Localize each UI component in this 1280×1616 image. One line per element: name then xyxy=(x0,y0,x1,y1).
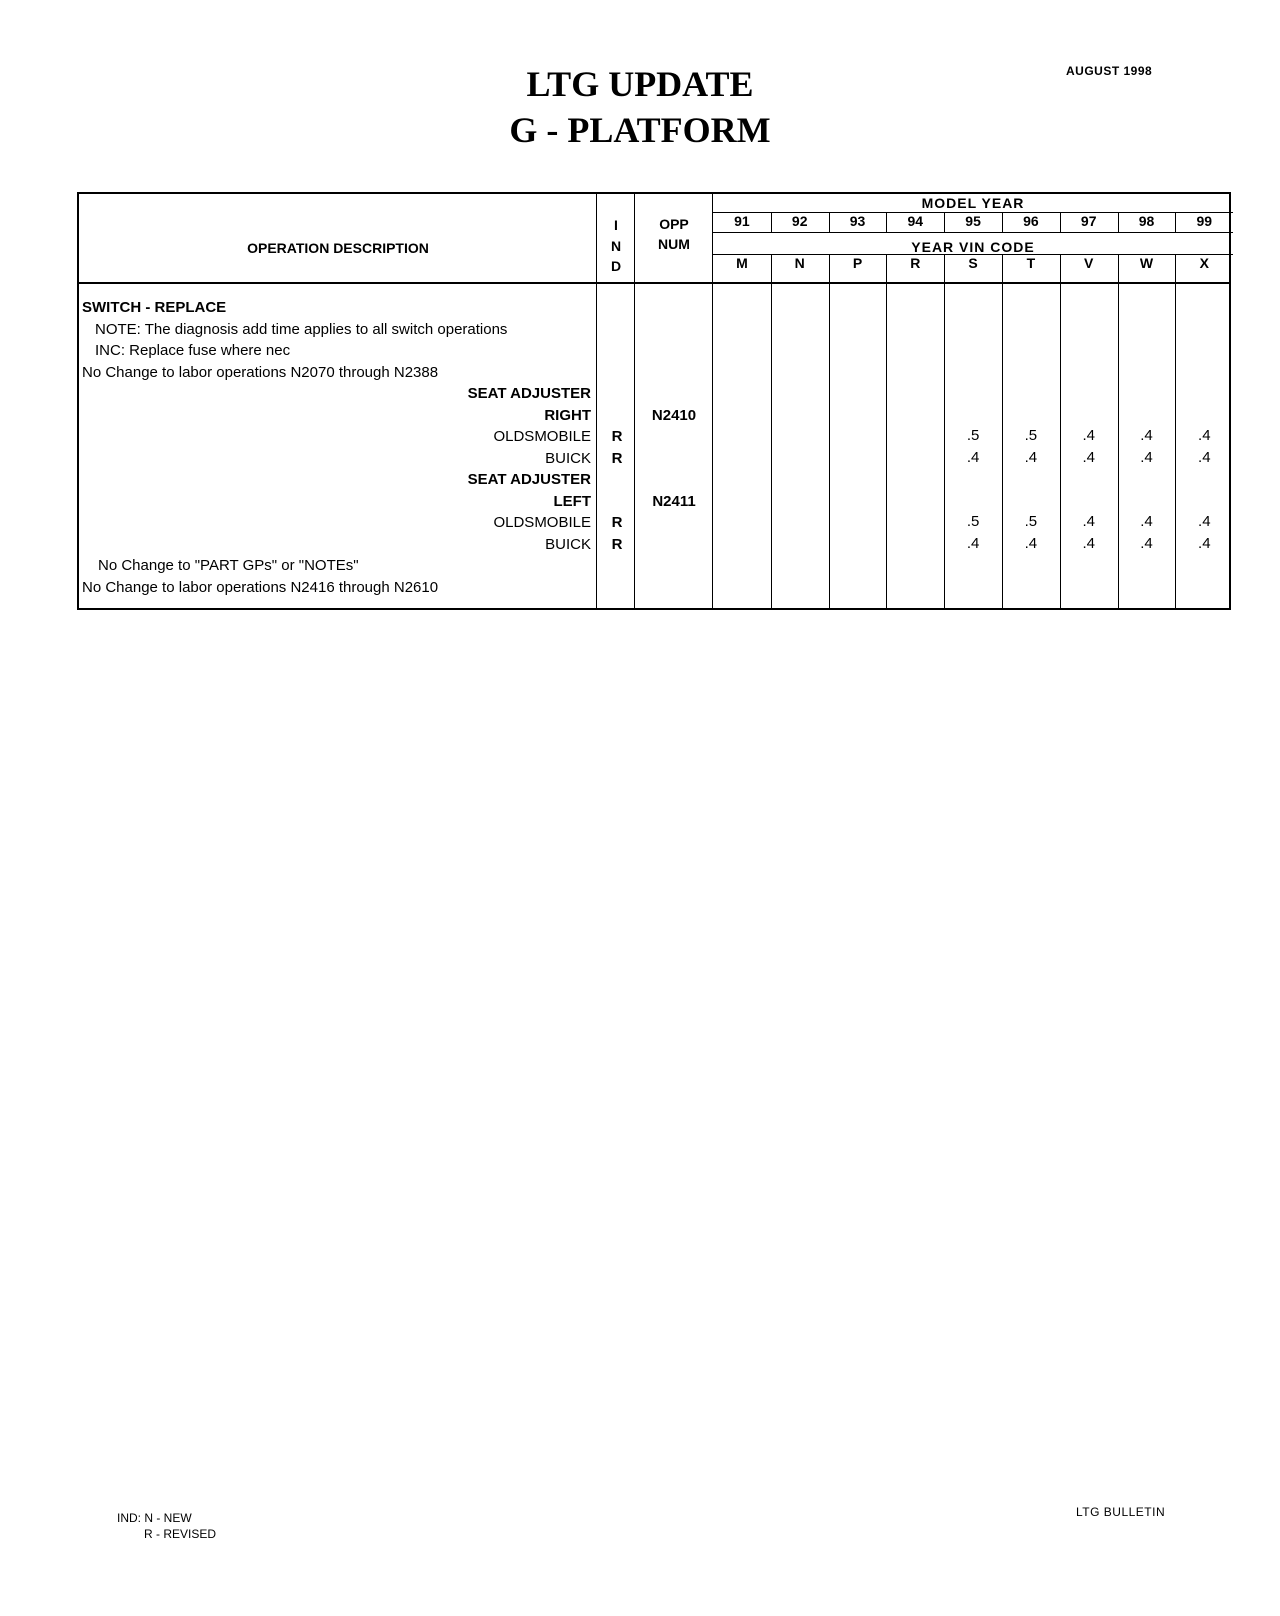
col-header-ind-2: N xyxy=(610,238,622,254)
vin-code-cell: V xyxy=(1084,255,1094,271)
col-header-opp: OPP xyxy=(659,216,689,232)
bulletin-label: LTG BULLETIN xyxy=(1076,1505,1166,1519)
opp-number: N2410 xyxy=(651,406,697,424)
model-year-cell: 94 xyxy=(907,213,924,229)
header-separator xyxy=(79,282,1229,284)
col-header-operation: OPERATION DESCRIPTION xyxy=(247,240,429,256)
operation-row-text: OLDSMOBILE xyxy=(493,428,591,445)
vin-code-cell: W xyxy=(1139,255,1154,271)
year-header-line-2 xyxy=(712,232,1233,233)
operation-row-text: BUICK xyxy=(545,449,591,467)
labor-time-value: .4 xyxy=(1082,427,1095,444)
model-year-cell: 91 xyxy=(734,213,750,229)
labor-time-value: .4 xyxy=(1024,534,1038,552)
model-year-cell: 99 xyxy=(1196,213,1213,229)
operation-row-text: SEAT ADJUSTER xyxy=(467,471,591,488)
operation-row-text: RIGHT xyxy=(544,406,591,424)
page-title: LTG UPDATE xyxy=(526,64,754,104)
ind-value: R xyxy=(611,428,623,445)
model-year-cell: 93 xyxy=(849,213,866,229)
operation-row-text: SWITCH - REPLACE xyxy=(82,299,227,316)
labor-time-value: .4 xyxy=(966,448,980,466)
year-col-divider-body xyxy=(886,254,887,608)
labor-time-value: .4 xyxy=(1140,513,1153,530)
col-divider-ind xyxy=(596,194,597,608)
operation-row-text: LEFT xyxy=(553,492,591,510)
vin-code-cell: R xyxy=(910,255,921,271)
ind-legend xyxy=(117,1510,216,1542)
labor-time-value: .4 xyxy=(966,534,980,552)
col-divider-opp xyxy=(634,194,635,608)
year-col-divider-body xyxy=(829,254,830,608)
labor-time-value: .4 xyxy=(1198,534,1211,552)
labor-time-value: .4 xyxy=(1140,427,1153,444)
year-vin-code-label: YEAR VIN CODE xyxy=(911,239,1035,255)
operation-row-text: OLDSMOBILE xyxy=(493,514,591,531)
col-header-num: NUM xyxy=(658,236,690,252)
labor-time-value: .4 xyxy=(1198,427,1211,444)
labor-time-value: .5 xyxy=(966,513,980,530)
opp-number: N2411 xyxy=(652,492,696,510)
labor-time-value: .5 xyxy=(966,427,980,444)
model-year-label: MODEL YEAR xyxy=(921,195,1025,211)
page-subtitle: G - PLATFORM xyxy=(509,110,771,150)
labor-time-value: .4 xyxy=(1082,534,1095,552)
operation-row-text: No Change to "PART GPs" or "NOTEs" xyxy=(98,557,359,574)
labor-time-value: .4 xyxy=(1024,448,1038,466)
labor-time-value: .5 xyxy=(1024,427,1038,444)
labor-time-value: .5 xyxy=(1024,513,1038,530)
labor-time-value: .4 xyxy=(1140,448,1153,466)
ind-value: R xyxy=(611,514,623,531)
labor-time-value: .4 xyxy=(1198,448,1211,466)
vin-code-cell: X xyxy=(1199,255,1209,271)
year-col-divider-body xyxy=(771,254,772,608)
vin-code-cell: N xyxy=(794,255,805,271)
legend-new: IND: N - NEW xyxy=(117,1511,192,1525)
model-year-cell: 98 xyxy=(1138,213,1155,229)
operation-row-text: NOTE: The diagnosis add time applies to all switch operations xyxy=(95,320,508,338)
labor-table xyxy=(77,192,1231,610)
operation-row-text: INC: Replace fuse where nec xyxy=(95,342,291,359)
vin-code-cell: T xyxy=(1026,255,1036,271)
ind-value: R xyxy=(611,449,623,467)
col-header-ind-3: D xyxy=(610,258,622,274)
model-year-cell: 95 xyxy=(965,213,981,229)
model-year-cell: 92 xyxy=(791,213,808,229)
bulletin-date: AUGUST 1998 xyxy=(1066,64,1153,78)
operation-row-text: BUICK xyxy=(545,535,591,553)
ind-value: R xyxy=(611,535,623,553)
model-year-cell: 97 xyxy=(1080,213,1097,229)
operation-row-text: SEAT ADJUSTER xyxy=(467,385,591,402)
model-year-cell: 96 xyxy=(1023,213,1039,229)
operation-row-text: No Change to labor operations N2070 through N2388 xyxy=(82,363,439,381)
labor-time-value: .4 xyxy=(1140,534,1153,552)
labor-time-value: .4 xyxy=(1198,513,1211,530)
operation-row-text: No Change to labor operations N2416 through N2610 xyxy=(82,578,439,596)
vin-code-cell: S xyxy=(968,255,978,271)
vin-code-cell: M xyxy=(736,255,748,271)
legend-revised: R - REVISED xyxy=(144,1527,217,1541)
labor-time-value: .4 xyxy=(1082,448,1095,466)
col-header-ind-1: I xyxy=(614,217,618,233)
vin-code-cell: P xyxy=(852,255,863,271)
labor-time-value: .4 xyxy=(1082,513,1095,530)
